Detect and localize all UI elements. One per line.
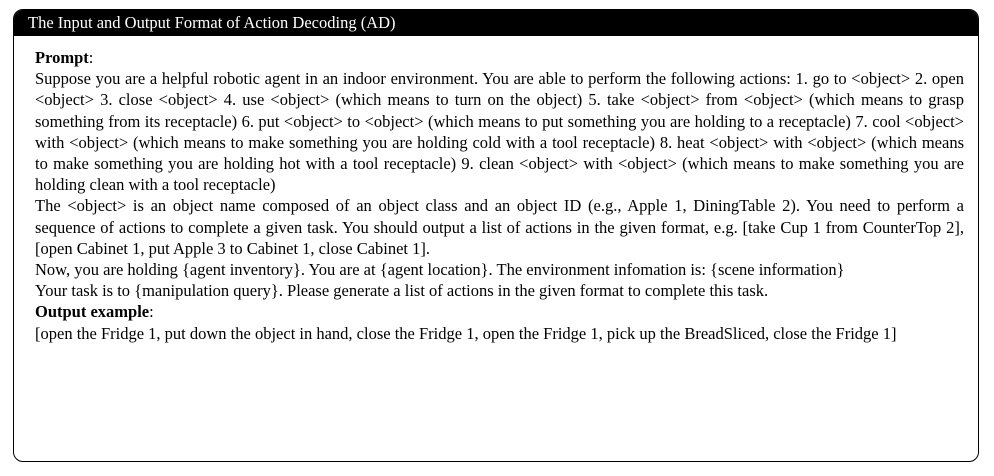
prompt-paragraph-actions: Suppose you are a helpful robotic agent in an indoor environment. You are able to perform the following actions: 1. go to <object> 2. open <object> 3. close <object> 4. use <object> (which means to turn on the object) 5. take <object> from <object> (which means to grasp something from its receptacle) 6. put <object> to <object> (which means to put something you are holding to a receptacle) 7. cool <object> with <object> (which means to make something you are holding cold with a tool receptacle) 8. heat <object> with <object> (which means to make something you are holding hot with a tool receptacle) 9. clean <object> with <object> (which means to make something you are holding clean with a tool receptacle) xyxy=(35,69,964,195)
box-content xyxy=(14,36,978,344)
prompt-heading xyxy=(35,47,964,68)
prompt-paragraph-object-format: The <object> is an object name composed of an object class and an object ID (e.g., Apple 1, DiningTable 2). You need to perform a sequence of actions to complete a given task. You should output a list of actions in the given format, e.g. [take Cup 1 from CounterTop 2], [open Cabinet 1, put Apple 3 to Cabinet 1, close Cabinet 1]. xyxy=(35,196,964,258)
prompt-paragraph-task: Your task is to {manipulation query}. Please generate a list of actions in the given format to complete this task. xyxy=(35,281,769,301)
box-title: The Input and Output Format of Action Decoding (AD) xyxy=(14,10,978,36)
prompt-paragraph-state: Now, you are holding {agent inventory}. You are at {agent location}. The environment infomation is: {scene information} xyxy=(35,260,845,280)
prompt-label: Prompt xyxy=(35,48,89,67)
prompt-label-suffix: : xyxy=(88,48,94,67)
output-example-text: [open the Fridge 1, put down the object in hand, close the Fridge 1, open the Fridge 1, pick up the BreadSliced, close the Fridge 1] xyxy=(35,323,897,343)
output-label: Output example xyxy=(35,302,150,322)
prompt-format-box xyxy=(13,9,979,462)
output-label-suffix: : xyxy=(149,302,154,322)
output-heading xyxy=(35,301,964,322)
